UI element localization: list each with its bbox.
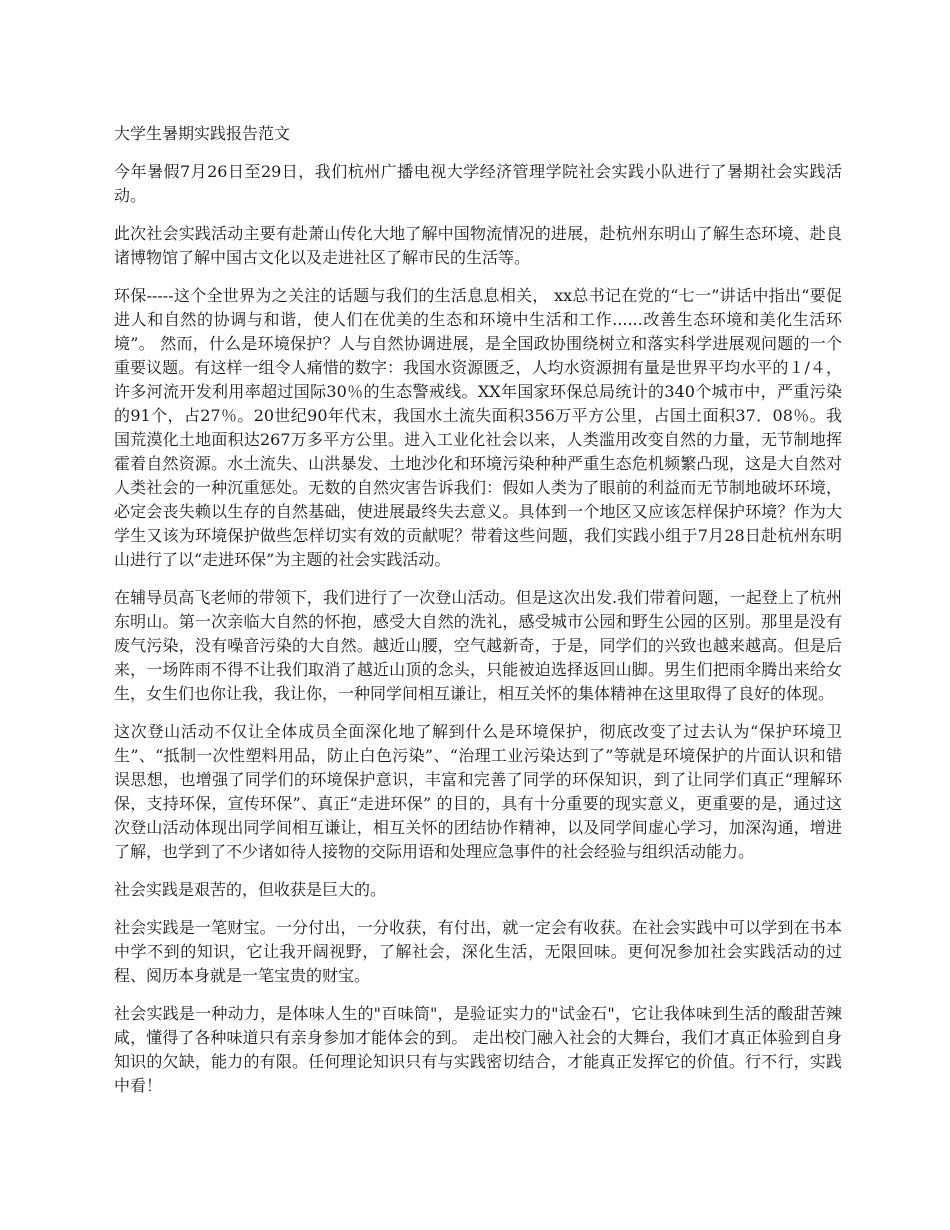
document-page [114, 122, 842, 1112]
paragraph-3: 环保-----这个全世界为之关注的话题与我们的生活息息相关， xx总书记在党的“七一”讲话中指出“要促进人和自然的协调与和谐，使人们在优美的生态和环境中生活和工作......改善生态环境和美化生活环境”。 然而，什么是环境保护？人与自然协调进展，是全国政协围绕树立和落实科学进展观问题的一个重要议题。有这样一组令人痛惜的数字：我国水资源匮乏，人均水资源拥有量是世界平均水平的１/４，许多河流开发利用率超过国际30％的生态警戒线。XX年国家环保总局统计的340个城市中，严重污染的91个，占27％。20世纪90年代末，我国水土流失面积356万平方公里，占国土面积37．08％。我国荒漠化土地面积达267万多平方公里。进入工业化社会以来，人类滥用改变自然的力量，无节制地挥霍着自然资源。水土流失、山洪暴发、土地沙化和环境污染种种严重生态危机频繁凸现，这是大自然对人类社会的一种沉重惩处。无数的自然灾害告诉我们：假如人类为了眼前的利益而无节制地破坏环境，必定会丧失赖以生存的自然基础，使进展最终失去意义。具体到一个地区又应该怎样保护环境？作为大学生又该为环境保护做些怎样切实有效的贡献呢？带着这些问题，我们实践小组于7月28日赴杭州东明山进行了以“走进环保”为主题的社会实践活动。 [114, 286, 842, 569]
paragraph-6: 社会实践是艰苦的，但收获是巨大的。 [114, 880, 387, 899]
document-title: 大学生暑期实践报告范文 [114, 124, 291, 143]
paragraph-5: 这次登山活动不仅让全体成员全面深化地了解到什么是环境保护，彻底改变了过去认为“保护环境卫生”、“抵制一次性塑料用品，防止白色污染”、“治理工业污染达到了”等就是环境保护的片面认识和错误思想，也增强了同学们的环境保护意识，丰富和完善了同学的环保知识，到了让同学们真正“理解环保，支持环保，宣传环保”、真正“走进环保” 的目的，具有十分重要的现实意义，更重要的是，通过这次登山活动体现出同学间相互谦让，相互关怀的团结协作精神，以及同学间虚心学习，加深沟通，增进了解，也学到了不少诸如待人接物的交际用语和处理应急事件的社会经验与组织活动能力。 [114, 722, 842, 861]
paragraph-8: 社会实践是一种动力，是体味人生的"百味筒"，是验证实力的"试金石"，它让我体味到生活的酸甜苦辣咸，懂得了各种味道只有亲身参加才能体会的到。 走出校门融入社会的大舞台，我们才真正体验到自身知识的欠缺，能力的有限。任何理论知识只有与实践密切结合，才能真正发挥它的价值。行不行，实践中看！ [114, 1004, 842, 1095]
paragraph-7: 社会实践是一笔财宝。一分付出，一分收获，有付出，就一定会有收获。在社会实践中可以学到在书本中学不到的知识，它让我开阔视野，了解社会，深化生活，无限回味。更何况参加社会实践活动的过程、阅历本身就是一笔宝贵的财宝。 [114, 918, 842, 985]
paragraph-2: 此次社会实践活动主要有赴萧山传化大地了解中国物流情况的进展，赴杭州东明山了解生态环境、赴良诸博物馆了解中国古文化以及走进社区了解市民的生活等。 [114, 224, 842, 267]
paragraph-1: 今年暑假7月26日至29日，我们杭州广播电视大学经济管理学院社会实践小队进行了暑期社会实践活动。 [114, 162, 842, 205]
paragraph-4: 在辅导员高飞老师的带领下，我们进行了一次登山活动。但是这次出发.我们带着问题，一起登上了杭州东明山。第一次亲临大自然的怀抱，感受大自然的洗礼，感受城市公园和野生公园的区别。那里是没有废气污染，没有噪音污染的大自然。越近山腰，空气越新奇，于是，同学们的兴致也越来越高。但是后来，一场阵雨不得不让我们取消了越近山顶的念头，只能被迫选择返回山脚。男生们把雨伞腾出来给女生，女生们也你让我，我让你，一种同学间相互谦让，相互关怀的集体精神在这里取得了良好的体现。 [114, 588, 842, 703]
